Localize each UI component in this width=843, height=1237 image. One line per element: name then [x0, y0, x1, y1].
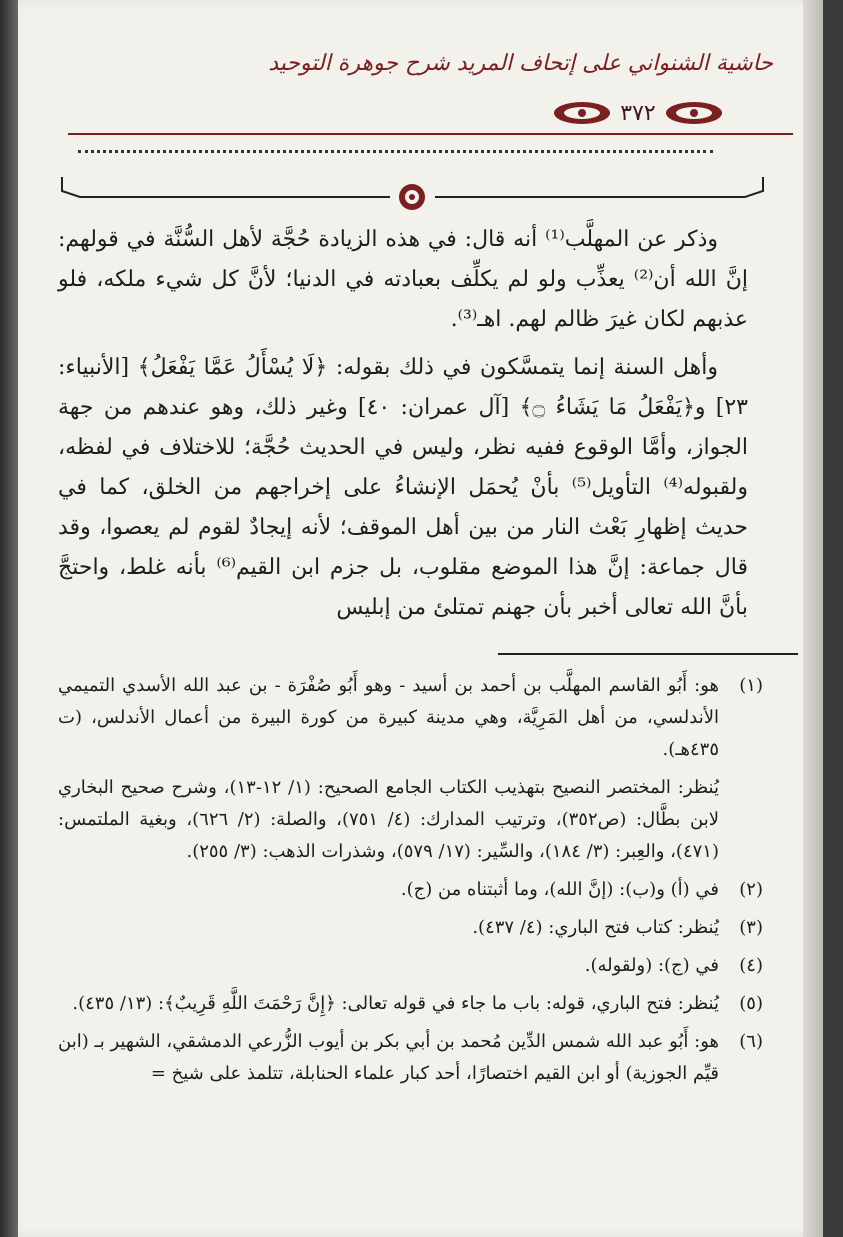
footnote-text: في (ج): (ولقوله). [584, 955, 719, 976]
footnote-separator [498, 653, 798, 655]
footnote-number: (١) [739, 675, 763, 696]
footnote-number: (٥) [739, 993, 763, 1014]
footnote-text: هو: أَبُو القاسم المهلَّب بن أحمد بن أسيد - وهو أَبُو صُفْرَة - بن عبد الله الأسدي التميمي الأندلسي، من أهل المَرِيَّة، وهي مدينة كبيرة من كورة البيرة من أعمال الأندلس، (ت ٤٣٥هـ). [58, 675, 719, 760]
running-title: حاشية الشنواني على إتحاف المريد شرح جوهرة التوحيد [268, 51, 773, 76]
page-number: ٣٧٢ [620, 100, 656, 126]
footnote-text: يُنظر: فتح الباري، قوله: باب ما جاء في قوله تعالى: ﴿إِنَّ رَحْمَتَ اللَّهِ قَرِيبٌ﴾: (١٣/ ٤٣٥). [72, 993, 719, 1014]
footnote [58, 950, 763, 982]
footnote-number: (٤) [739, 955, 763, 976]
dotted-divider [78, 148, 713, 153]
footnote [58, 670, 763, 766]
page-edge [803, 0, 823, 1237]
footnote [58, 1026, 763, 1090]
book-page [18, 0, 823, 1237]
floral-ornament-icon [552, 100, 612, 126]
header-rule [68, 133, 793, 135]
footnote-number: (٢) [739, 879, 763, 900]
footnote [58, 772, 763, 868]
decorative-bracket-divider [60, 175, 765, 215]
footnote-text: في (أ) و(ب): (إنَّ الله)، وما أثبتناه من (ج). [400, 879, 719, 900]
footnote-number [719, 772, 763, 868]
footnote [58, 912, 763, 944]
page-number-block [538, 96, 738, 130]
paragraph: وأهل السنة إنما يتمسَّكون في ذلك بقوله: ﴿لَا يُسْأَلُ عَمَّا يَفْعَلُ﴾ [الأنبياء: ٢٣] و﴿يَفْعَلُ مَا يَشَاءُ ۝﴾ [آل عمران: ٤٠] وغير ذلك، وهو عندهم من جهة الجواز، وأمَّا الوقوع ففيه نظر، وليس في الحديث حُجَّة؛ للاختلاف في لفظه، ولقبوله⁽⁴⁾ التأويل⁽⁵⁾ بأنْ يُحمَل الإنشاءُ على إخراجهم من الخلق، كما في حديث إظهارِ بَعْث النار من بين أهل الموقف؛ لأنه إيجادٌ لقوم لم يعصوا، وقد قال جماعة: إنَّ هذا الموضع مقلوب، بل جزم ابن القيم⁽⁶⁾ بأنه غلط، واحتجَّ بأنَّ الله تعالى أخبر بأن جهنم تمتلئ من إبليس [58, 355, 748, 620]
footnote-text: هو: أَبُو عبد الله شمس الدِّين مُحمد بن أبي بكر بن أيوب الزُّرعي الدمشقي، الشهير بـ (ابن قيِّم الجوزية) أو ابن القيم اختصارًا، أحد كبار علماء الحنابلة، تتلمذ على شيخ = [58, 1031, 719, 1084]
footnote-number: (٦) [739, 1031, 763, 1052]
main-text [58, 220, 748, 636]
footnote [58, 874, 763, 906]
footnote-text: يُنظر: كتاب فتح الباري: (٤/ ٤٣٧). [472, 917, 719, 938]
footnote [58, 988, 763, 1020]
book-spine-shadow [0, 0, 18, 1237]
footnote-text: يُنظر: المختصر النصيح بتهذيب الكتاب الجامع الصحيح: (١/ ١٢-١٣)، وشرح صحيح البخاري لابن بطَّال: (ص٣٥٢)، وترتيب المدارك: (٤/ ٧٥١)، والصلة: (٢/ ٦٢٦)، وبغية الملتمس: (٤٧١)، والعِبر: (٣/ ١٨٤)، والسِّير: (١٧/ ٥٧٩)، وشذرات الذهب: (٣/ ٢٥٥). [58, 777, 720, 862]
floral-ornament-icon [664, 100, 724, 126]
paragraph: وذكر عن المهلَّب⁽¹⁾ أنه قال: في هذه الزيادة حُجَّة لأهل السُّنَّة في قولهم: إنَّ الله أن⁽²⁾ يعذِّب ولو لم يكلِّف بعبادته في الدنيا؛ لأنَّ كل شيء ملكه، فلو عذبهم لكان غيرَ ظالم لهم. اهـ⁽³⁾. [58, 227, 748, 332]
footnote-number: (٣) [739, 917, 763, 938]
footnotes [58, 670, 763, 1096]
